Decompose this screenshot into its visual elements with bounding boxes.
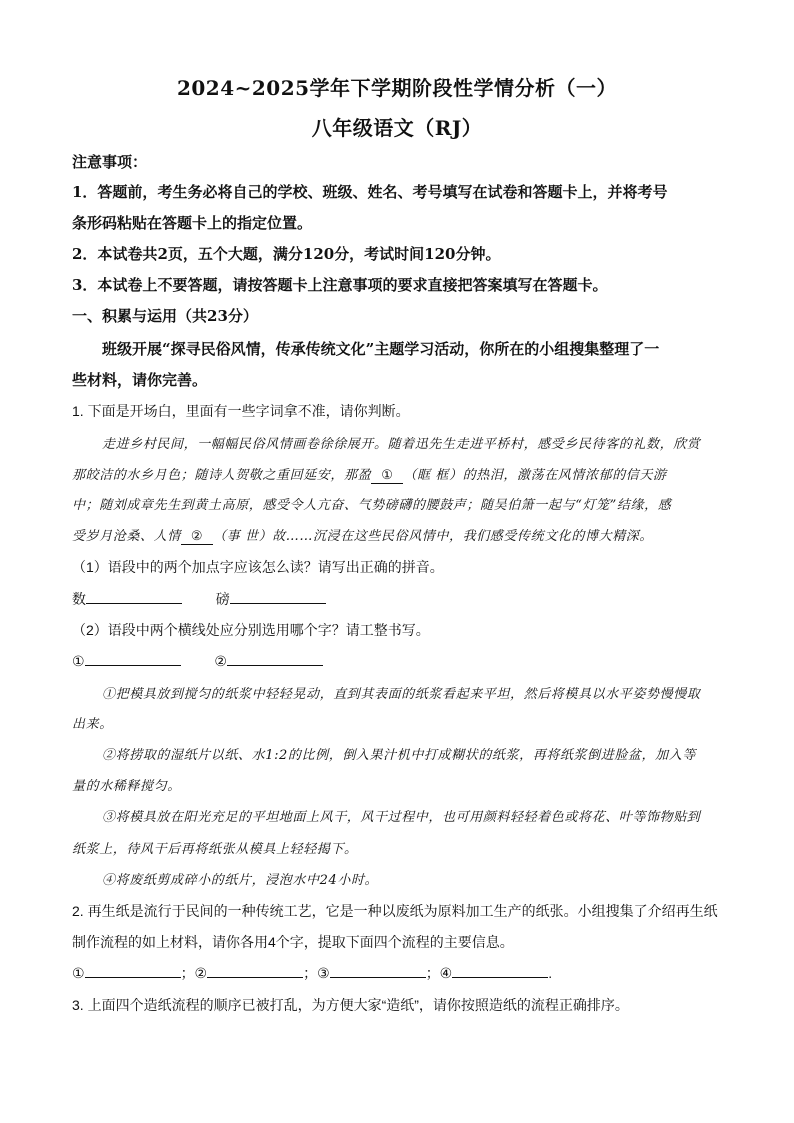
step-2-line-2: 量的水稀释搅匀。: [72, 779, 181, 794]
passage-blank-2: ②: [181, 529, 213, 545]
question-2-answer-row: [72, 963, 552, 983]
answer-label-1: ①: [72, 653, 85, 669]
step-4: ④将废纸剪成碎小的纸片，浸泡水中24小时。: [102, 873, 379, 888]
notice-item-1-line-1: 1．答题前，考生务必将自己的学校、班级、姓名、考号填写在试卷和答题卡上，并将考号: [72, 183, 668, 201]
q2-label-1: ①: [72, 965, 85, 981]
passage-line-1: 走进乡村民间，一幅幅民俗风情画卷徐徐展开。随着迅先生走进平桥村，感受乡民待客的礼数，欣赏: [102, 437, 701, 452]
section-1-intro-line-1: 班级开展“探寻民俗风情，传承传统文化”主题学习活动，你所在的小组搜集整理了一: [102, 340, 660, 358]
passage-blank-1: ①: [371, 468, 403, 484]
q2-label-3: ；③: [303, 965, 330, 981]
answer-label-bang: 磅: [215, 591, 230, 607]
step-2-line-1: ②将捞取的湿纸片以纸、水1:2的比例，倒入果汁机中打成糊状的纸浆，再将纸浆倒进脸盆，加入等: [102, 748, 696, 763]
passage-line-4-after: （事 世）故……沉浸在这些民俗风情中，我们感受传统文化的博大精深。: [213, 529, 654, 544]
question-2-line-1: 2. 再生纸是流行于民间的一种传统工艺，它是一种以废纸为原料加工生产的纸张。小组搜集了介绍再生纸: [72, 903, 718, 919]
passage-line-2: [72, 464, 667, 484]
answer-label-2: ②: [214, 653, 227, 669]
q2-label-2: ；②: [180, 965, 208, 981]
q2-end-mark: .: [548, 965, 553, 981]
q2-blank-1[interactable]: [85, 963, 181, 978]
section-1-heading: 一、积累与运用（共23分）: [72, 307, 258, 325]
exam-title: 2024~2025学年下学期阶段性学情分析（一）: [176, 76, 618, 100]
q2-blank-3[interactable]: [330, 963, 426, 978]
step-1-line-1: ①把模具放到搅匀的纸浆中轻轻晃动，直到其表面的纸浆看起来平坦，然后将模具以水平姿势慢慢取: [102, 687, 701, 702]
answer-blank-2[interactable]: [227, 651, 323, 666]
passage-line-3: 中；随刘成章先生到黄土高原，感受令人亢奋、气势磅礴的腰鼓声；随吴伯箫一起与“灯笼”结缘，感: [72, 498, 672, 513]
step-3-line-2: 纸浆上，待风干后再将纸张从模具上轻轻揭下。: [72, 842, 358, 857]
q2-blank-2[interactable]: [207, 963, 303, 978]
answer-blank-1[interactable]: [85, 651, 181, 666]
sub-1-answer-row: [72, 589, 326, 609]
notice-item-3: 3．本试卷上不要答题，请按答题卡上注意事项的要求直接把答案填写在答题卡。: [72, 276, 608, 294]
question-1-stem: 1. 下面是开场白，里面有一些字词拿不准，请你判断。: [72, 403, 410, 419]
answer-blank-shu[interactable]: [86, 589, 182, 604]
sub-2-answer-row: [72, 651, 323, 670]
question-1-sub-1: （1）语段中的两个加点字应该怎么读？请写出正确的拼音。: [72, 559, 444, 575]
q2-blank-4[interactable]: [452, 963, 548, 978]
passage-line-2-text: 那皎洁的水乡月色；随诗人贺敬之重回延安，那盈: [72, 468, 372, 483]
passage-line-2-after: （眶 框）的热泪，激荡在风情浓郁的信天游: [403, 468, 667, 483]
answer-blank-bang[interactable]: [230, 589, 326, 604]
exam-subtitle: 八年级语文（RJ）: [311, 116, 483, 140]
q2-label-4: ；④: [425, 965, 453, 981]
passage-line-4: [72, 525, 653, 545]
question-2-line-2: 制作流程的如上材料，请你各用4个字，提取下面四个流程的主要信息。: [72, 934, 514, 950]
notice-heading: 注意事项：: [72, 153, 148, 171]
step-3-line-1: ③将模具放在阳光充足的平坦地面上风干，风干过程中，也可用颜料轻轻着色或将花、叶等饰物贴到: [102, 810, 701, 825]
section-1-intro-line-2: 些材料，请你完善。: [72, 371, 208, 389]
question-1-sub-2: （2）语段中两个横线处应分别选用哪个字？请工整书写。: [72, 622, 430, 638]
passage-line-4-text: 受岁月沧桑、人情: [72, 529, 181, 544]
question-3-stem: 3. 上面四个造纸流程的顺序已被打乱，为方便大家“造纸”，请你按照造纸的流程正确排序。: [72, 997, 629, 1013]
answer-label-shu: 数: [72, 591, 86, 607]
notice-item-2: 2．本试卷共2页，五个大题，满分120分，考试时间120分钟。: [72, 245, 501, 263]
step-1-line-2: 出来。: [72, 717, 113, 732]
notice-item-1-line-2: 条形码粘贴在答题卡上的指定位置。: [72, 214, 313, 232]
